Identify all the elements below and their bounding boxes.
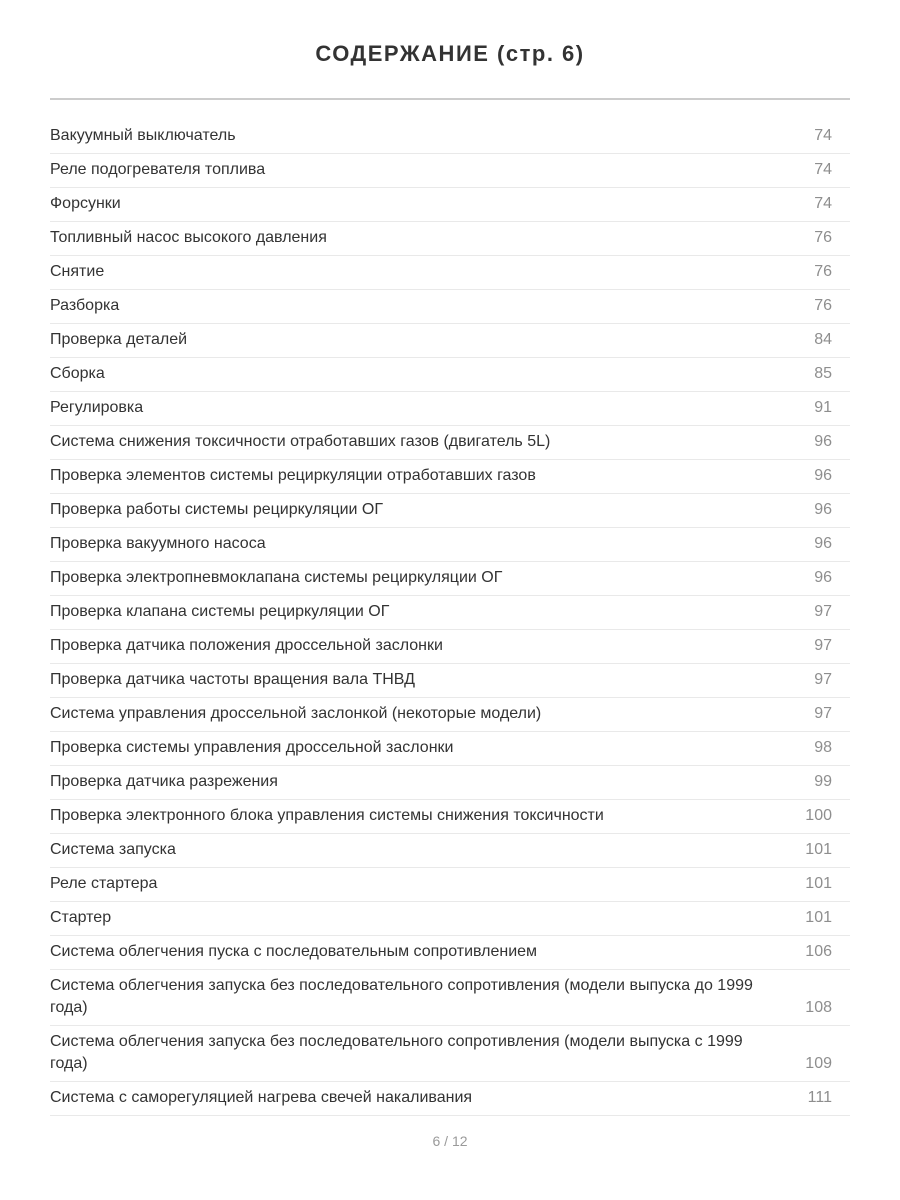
toc-entry-label: Система с саморегуляцией нагрева свечей накаливания — [50, 1089, 473, 1106]
toc-entry-label: Проверка деталей — [50, 331, 188, 348]
toc-entry[interactable] — [50, 834, 850, 868]
header-divider — [50, 98, 850, 100]
toc-list — [50, 120, 850, 1116]
toc-entry[interactable] — [50, 970, 850, 1026]
toc-entry-page: 96 — [814, 433, 832, 450]
toc-entry-label: Система запуска — [50, 841, 176, 858]
toc-entry-page: 98 — [814, 739, 832, 756]
toc-entry-label: Стартер — [50, 909, 112, 926]
toc-entry-label: Проверка электропневмоклапана системы рециркуляции ОГ — [50, 569, 503, 586]
toc-entry-page: 99 — [814, 773, 832, 790]
toc-entry-page: 97 — [814, 705, 832, 722]
toc-entry[interactable] — [50, 154, 850, 188]
pagination-indicator: 6 / 12 — [432, 1133, 468, 1149]
toc-entry-page: 106 — [805, 943, 832, 960]
toc-entry-label: Топливный насос высокого давления — [50, 229, 327, 246]
toc-entry-label: Реле подогревателя топлива — [50, 161, 266, 178]
toc-entry-page: 111 — [807, 1089, 832, 1106]
toc-entry-label: Система снижения токсичности отработавших газов (двигатель 5L) — [50, 433, 551, 450]
toc-entry[interactable] — [50, 256, 850, 290]
toc-entry-label: Система облегчения запуска без последовательного сопротивления (модели выпуска до 1999 года) — [50, 977, 753, 1016]
toc-entry-page: 109 — [805, 1055, 832, 1072]
toc-entry-label: Система облегчения пуска с последовательным сопротивлением — [50, 943, 538, 960]
toc-entry-page: 101 — [805, 909, 832, 926]
toc-entry-page: 96 — [814, 569, 832, 586]
toc-entry[interactable] — [50, 800, 850, 834]
toc-entry-page: 97 — [814, 603, 832, 620]
toc-entry-page: 97 — [814, 671, 832, 688]
toc-entry-page: 84 — [814, 331, 832, 348]
toc-entry-page: 100 — [805, 807, 832, 824]
toc-entry[interactable] — [50, 290, 850, 324]
toc-entry[interactable] — [50, 732, 850, 766]
toc-entry[interactable] — [50, 358, 850, 392]
toc-entry[interactable] — [50, 324, 850, 358]
toc-entry-label: Проверка системы управления дроссельной заслонки — [50, 739, 454, 756]
toc-entry[interactable] — [50, 1082, 850, 1116]
toc-entry-label: Система управления дроссельной заслонкой (некоторые модели) — [50, 705, 542, 722]
toc-entry-label: Проверка датчика частоты вращения вала ТНВД — [50, 671, 415, 688]
toc-entry-label: Вакуумный выключатель — [50, 127, 236, 144]
toc-entry[interactable] — [50, 902, 850, 936]
toc-entry-page: 96 — [814, 535, 832, 552]
toc-entry-label: Регулировка — [50, 399, 144, 416]
toc-entry-page: 76 — [814, 263, 832, 280]
toc-entry[interactable] — [50, 562, 850, 596]
toc-entry-label: Проверка вакуумного насоса — [50, 535, 266, 552]
toc-entry-page: 76 — [814, 297, 832, 314]
toc-entry[interactable] — [50, 596, 850, 630]
toc-entry-label: Проверка работы системы рециркуляции ОГ — [50, 501, 384, 518]
toc-entry[interactable] — [50, 120, 850, 154]
toc-entry-page: 76 — [814, 229, 832, 246]
toc-entry[interactable] — [50, 460, 850, 494]
toc-entry-label: Форсунки — [50, 195, 121, 212]
toc-entry-page: 74 — [814, 127, 832, 144]
toc-entry-page: 97 — [814, 637, 832, 654]
toc-entry-page: 74 — [814, 161, 832, 178]
toc-entry[interactable] — [50, 868, 850, 902]
toc-entry[interactable] — [50, 664, 850, 698]
toc-entry-label: Реле стартера — [50, 875, 158, 892]
toc-entry-label: Проверка датчика разрежения — [50, 773, 278, 790]
toc-entry[interactable] — [50, 392, 850, 426]
toc-entry-page: 74 — [814, 195, 832, 212]
toc-entry-page: 85 — [814, 365, 832, 382]
toc-entry[interactable] — [50, 222, 850, 256]
toc-entry[interactable] — [50, 698, 850, 732]
toc-entry[interactable] — [50, 426, 850, 460]
toc-entry-label: Проверка клапана системы рециркуляции ОГ — [50, 603, 390, 620]
toc-entry-page: 96 — [814, 501, 832, 518]
toc-entry-label: Сборка — [50, 365, 105, 382]
toc-entry[interactable] — [50, 936, 850, 970]
toc-entry-label: Проверка электронного блока управления системы снижения токсичности — [50, 807, 604, 824]
toc-entry[interactable] — [50, 494, 850, 528]
toc-entry-label: Система облегчения запуска без последовательного сопротивления (модели выпуска с 1999 года) — [50, 1033, 743, 1072]
toc-entry-page: 101 — [805, 841, 832, 858]
toc-entry-label: Проверка датчика положения дроссельной заслонки — [50, 637, 443, 654]
toc-entry-label: Разборка — [50, 297, 120, 314]
toc-entry-page: 101 — [805, 875, 832, 892]
toc-entry-label: Проверка элементов системы рециркуляции отработавших газов — [50, 467, 536, 484]
toc-entry-page: 96 — [814, 467, 832, 484]
toc-entry-label: Снятие — [50, 263, 105, 280]
toc-entry[interactable] — [50, 188, 850, 222]
toc-entry-page: 91 — [814, 399, 832, 416]
toc-entry-page: 108 — [805, 999, 832, 1016]
page-title: СОДЕРЖАНИЕ (стр. 6) — [315, 41, 585, 66]
toc-entry[interactable] — [50, 1026, 850, 1082]
toc-entry[interactable] — [50, 766, 850, 800]
toc-entry[interactable] — [50, 630, 850, 664]
toc-entry[interactable] — [50, 528, 850, 562]
